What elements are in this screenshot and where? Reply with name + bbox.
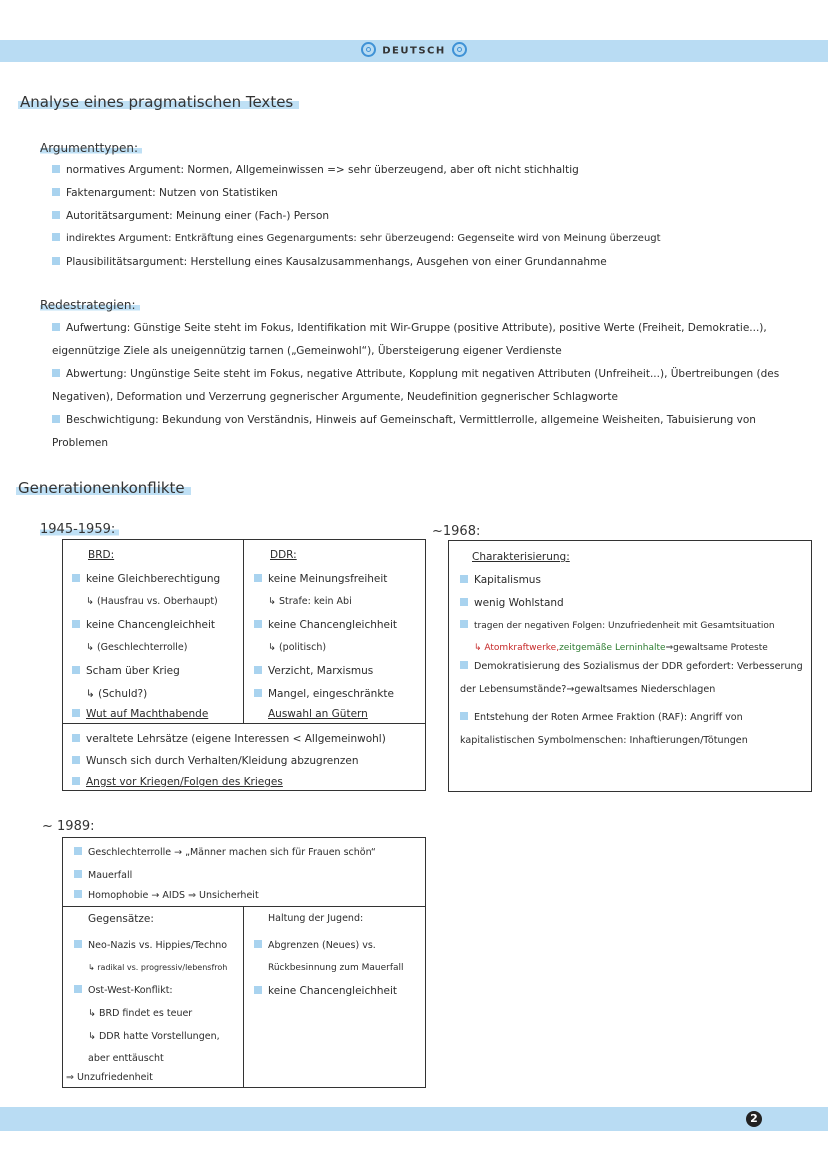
brd-item-text: Wut auf Machthabende: [86, 708, 209, 720]
period-label-text: ~1968:: [432, 524, 481, 539]
char-item: [460, 597, 564, 609]
top-item: [74, 890, 259, 901]
ddr-item: [254, 665, 373, 677]
char-item: [460, 706, 808, 752]
strategies-heading-text: Redestrategien:: [40, 298, 140, 312]
bullet-icon: [72, 709, 80, 717]
bullet-icon: [74, 847, 82, 855]
right-item: Rückbesinnung zum Mauerfall: [268, 963, 404, 973]
brd-item: ↳ (Schuld?): [86, 688, 148, 700]
divider: [62, 723, 426, 724]
both-item-text: Wunsch sich durch Verhalten/Kleidung abzugrenzen: [86, 755, 359, 767]
ddr-item: Auswahl an Gütern: [268, 708, 368, 720]
char-item-text: Kapitalismus: [474, 574, 541, 586]
period-label-text: 1945-1959:: [40, 522, 119, 537]
left-item: ↳ DDR hatte Vorstellungen,: [88, 1031, 220, 1042]
gegensaetze-heading: Gegensätze:: [88, 913, 154, 925]
char-item-text: Entstehung der Roten Armee Fraktion (RAF): Angriff von kapitalistischen Symbolmenschen: Inhaftierungen/Tötungen: [460, 712, 748, 746]
bullet-icon: [72, 666, 80, 674]
both-item: [72, 755, 359, 767]
brd-item: [72, 619, 215, 631]
strategy-item: [52, 409, 812, 455]
top-item-text: Homophobie → AIDS ⇒ Unsicherheit: [88, 890, 259, 901]
left-item-text: Neo-Nazis vs. Hippies/Techno: [88, 940, 228, 951]
ddr-item: ↳ Strafe: kein Abi: [268, 596, 352, 607]
list-item: [52, 233, 661, 244]
bullet-icon: [74, 985, 82, 993]
char-item-text: wenig Wohlstand: [474, 597, 564, 609]
top-item: [74, 847, 376, 858]
period-label-1989: [42, 819, 95, 834]
footer-band: [0, 1107, 828, 1131]
list-item-text: indirektes Argument: Entkräftung eines Gegenarguments: sehr überzeugend: Gegenseite wird von Meinung überzeugt: [66, 233, 661, 244]
ddr-item-text: Verzicht, Marxismus: [268, 665, 374, 677]
divider: [62, 906, 426, 907]
strategy-text: Abwertung: Ungünstige Seite steht im Fokus, negative Attribute, Kopplung mit negativen Attributen (Unfreiheit...), Übertreibungen (des Negativen), Deformation und Verzerrung gegnerischer Argumente, Neudefinition gegnerischer Schlagworte: [52, 368, 780, 403]
bullet-icon: [254, 689, 262, 697]
char-item: [460, 620, 775, 631]
bullet-icon: [72, 620, 80, 628]
list-item: [52, 210, 329, 222]
bullet-icon: [254, 986, 262, 994]
argtypes-heading-text: Argumenttypen:: [40, 141, 142, 155]
both-item-text: Angst vor Kriegen/Folgen des Krieges: [86, 776, 283, 788]
left-item: ↳ BRD findet es teuer: [88, 1008, 193, 1019]
ddr-item: [254, 619, 397, 631]
char-item-text: tragen der negativen Folgen: Unzufriedenheit mit Gesamtsituation: [474, 621, 775, 631]
swirl-icon: [361, 42, 376, 57]
bullet-icon: [72, 777, 80, 785]
bullet-icon: [254, 620, 262, 628]
right-item: [254, 985, 397, 997]
header-band: [0, 40, 828, 62]
argtypes-heading: [40, 141, 142, 155]
strategy-text: Beschwichtigung: Bekundung von Verständnis, Hinweis auf Gemeinschaft, Vermittlerrolle, allgemeine Weisheiten, Tabuisierung von Problemen: [52, 414, 756, 449]
brd-item-text: Scham über Krieg: [86, 665, 180, 677]
char-item: [460, 655, 808, 701]
char-heading: Charakterisierung:: [472, 551, 570, 563]
ddr-item-text: Mangel, eingeschränkte: [268, 688, 394, 700]
list-item: [52, 187, 278, 199]
bullet-icon: [72, 734, 80, 742]
bullet-icon: [460, 712, 468, 720]
brd-heading: BRD:: [88, 549, 115, 561]
left-item: ↳ radikal vs. progressiv/lebensfroh: [88, 963, 228, 972]
ddr-item: [254, 688, 394, 700]
bullet-icon: [460, 575, 468, 583]
brd-item: [72, 665, 180, 677]
sub-green-text: zeitgemäße Lerninhalte: [559, 643, 666, 653]
top-item-text: Geschlechterrolle → „Männer machen sich für Frauen schön“: [88, 847, 376, 858]
swirl-icon: [452, 42, 467, 57]
bullet-icon: [52, 369, 60, 377]
haltung-heading: Haltung der Jugend:: [268, 913, 364, 924]
brd-item-text: keine Chancengleichheit: [86, 619, 216, 631]
strategy-item: [52, 363, 812, 409]
strategies-heading: [40, 298, 140, 312]
right-item: [254, 940, 376, 951]
brd-item: ↳ (Geschlechterrolle): [86, 642, 188, 653]
strategy-item: [52, 317, 812, 363]
bullet-icon: [52, 323, 60, 331]
bullet-icon: [74, 940, 82, 948]
bullet-icon: [72, 756, 80, 764]
left-item: ⇒ Unzufriedenheit: [66, 1072, 153, 1083]
bullet-icon: [74, 870, 82, 878]
header: [0, 43, 828, 58]
list-item-text: Autoritätsargument: Meinung einer (Fach-) Person: [66, 210, 330, 222]
right-item-text: Abgrenzen (Neues) vs.: [268, 940, 376, 951]
period-label-text: ~ 1989:: [42, 819, 95, 834]
ddr-item-text: keine Chancengleichheit: [268, 619, 398, 631]
ddr-item-text: keine Meinungsfreiheit: [268, 573, 388, 585]
left-item: [74, 940, 227, 951]
brd-item: [72, 708, 208, 720]
bullet-icon: [460, 661, 468, 669]
both-item-text: veraltete Lehrsätze (eigene Interessen < Allgemeinwohl): [86, 733, 386, 745]
char-subitem: [474, 643, 768, 653]
list-item-text: Faktenargument: Nutzen von Statistiken: [66, 187, 278, 199]
brd-item: [72, 573, 220, 585]
char-item: [460, 574, 541, 586]
bullet-icon: [52, 257, 60, 265]
bullet-icon: [52, 233, 60, 241]
period-label-1945: [40, 522, 119, 537]
list-item: [52, 256, 607, 268]
bullet-icon: [52, 188, 60, 196]
both-item: [72, 776, 283, 788]
page-number: 2: [746, 1111, 762, 1127]
ddr-heading: DDR:: [270, 549, 297, 561]
bullet-icon: [74, 890, 82, 898]
section-title-generations: [16, 479, 191, 497]
section-title-analysis: [18, 93, 299, 111]
both-item: [72, 733, 386, 745]
bullet-icon: [52, 211, 60, 219]
bullet-icon: [254, 666, 262, 674]
list-item-text: normatives Argument: Normen, Allgemeinwissen => sehr überzeugend, aber oft nicht stichhaltig: [66, 164, 579, 176]
bullet-icon: [460, 598, 468, 606]
bullet-icon: [254, 940, 262, 948]
bullet-icon: [72, 574, 80, 582]
divider: [243, 539, 244, 724]
left-item: [74, 985, 173, 996]
section-title-text: Analyse eines pragmatischen Textes: [18, 93, 299, 111]
left-item-text: Ost-West-Konflikt:: [88, 985, 173, 996]
section-title-text: Generationenkonflikte: [16, 479, 191, 497]
bullet-icon: [52, 415, 60, 423]
top-item-text: Mauerfall: [88, 870, 133, 881]
list-item-text: Plausibilitätsargument: Herstellung eines Kausalzusammenhangs, Ausgehen von einer Grundannahme: [66, 256, 607, 268]
ddr-item: [254, 573, 387, 585]
list-item: [52, 164, 579, 176]
subject-label: DEUTSCH: [382, 45, 446, 57]
left-item: aber enttäuscht: [88, 1053, 164, 1064]
char-item-text: Demokratisierung des Sozialismus der DDR gefordert: Verbesserung der Lebensumstände?→gewaltsames Niederschlagen: [460, 661, 803, 695]
bullet-icon: [460, 620, 468, 628]
strategy-text: Aufwertung: Günstige Seite steht im Fokus, Identifikation mit Wir-Gruppe (positive Attribute), positive Werte (Freiheit, Demokratie...), eigennützige Ziele als uneigennützig tarnen („Gemeinwohl“), Übersteigerung eigener Verdienste: [52, 322, 767, 357]
brd-item: ↳ (Hausfrau vs. Oberhaupt): [86, 596, 218, 607]
bullet-icon: [52, 165, 60, 173]
brd-item-text: keine Gleichberechtigung: [86, 573, 221, 585]
ddr-item: ↳ (politisch): [268, 642, 327, 653]
top-item: [74, 870, 132, 881]
period-label-1968: [432, 524, 480, 539]
right-item-text: keine Chancengleichheit: [268, 985, 398, 997]
divider: [243, 906, 244, 1088]
bullet-icon: [254, 574, 262, 582]
sub-rest-text: ⇒gewaltsame Proteste: [665, 643, 768, 653]
sub-red-text: ↳ Atomkraftwerke,: [474, 643, 560, 653]
